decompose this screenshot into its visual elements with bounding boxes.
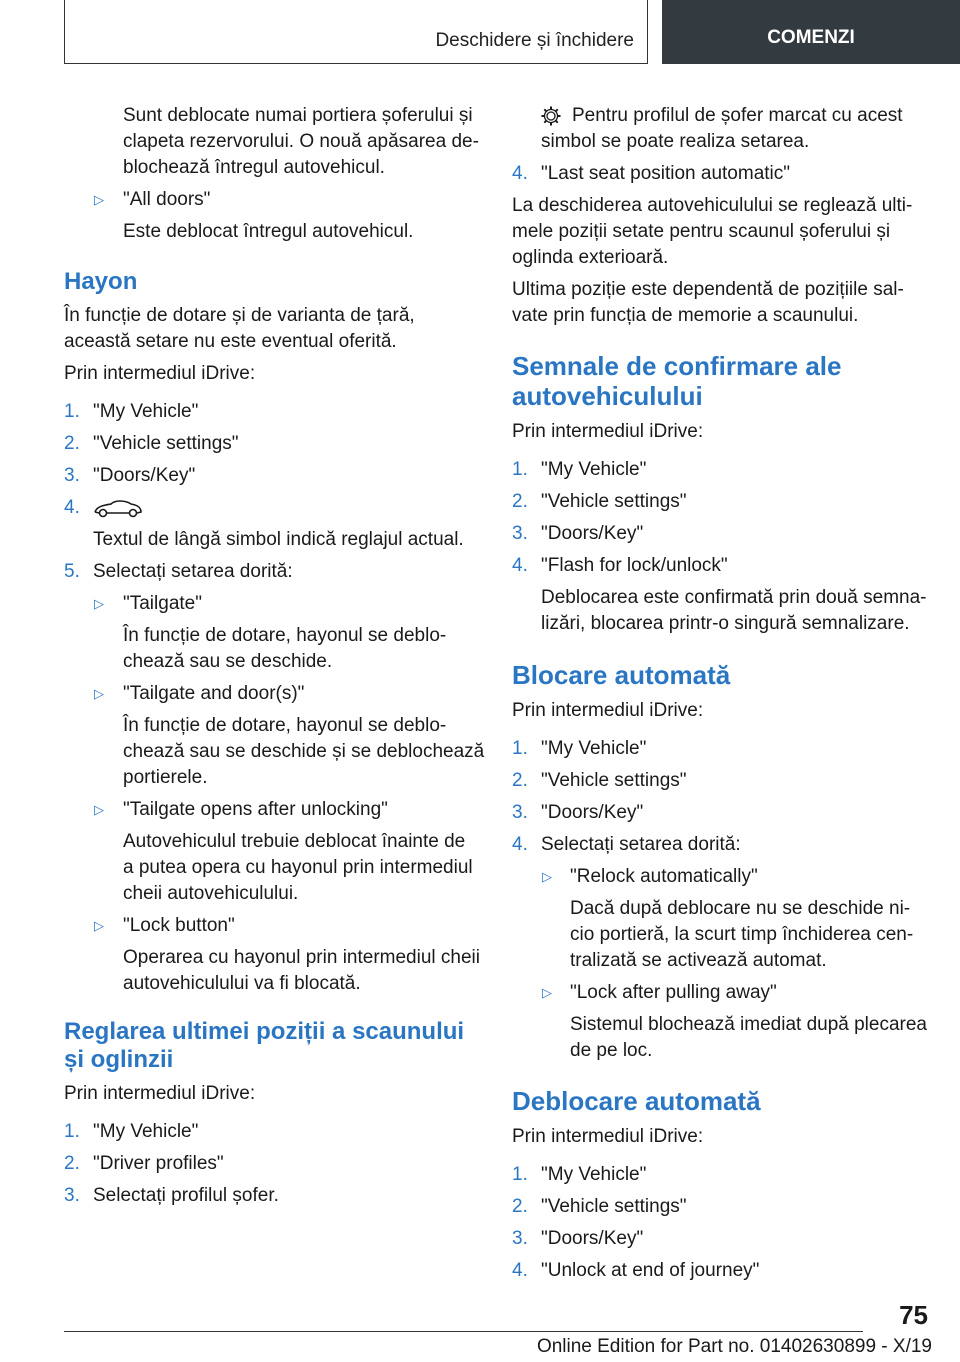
option-desc: Este deblocat întregul autovehicul. bbox=[123, 221, 414, 242]
page-number: 75 bbox=[899, 1300, 928, 1330]
intro-line: blochează întregul autovehicul. bbox=[123, 157, 385, 178]
section-heading-auto-lock: Blocare automată bbox=[512, 660, 731, 690]
option-desc: Autovehiculul trebuie deblocat înainte de bbox=[123, 831, 466, 852]
option-desc: cio portieră, la scurt timp închiderea cen- bbox=[570, 924, 914, 945]
via-idrive: Prin intermediul iDrive: bbox=[512, 1126, 704, 1147]
step-text: "Unlock at end of journey" bbox=[541, 1260, 760, 1281]
option-desc: Dacă după deblocare nu se deschide ni- bbox=[570, 898, 911, 919]
bullet-triangle-icon: ▷ bbox=[94, 802, 104, 817]
header-chapter-tab: COMENZI bbox=[662, 0, 960, 64]
step-number: 4. bbox=[512, 555, 528, 576]
step-number: 2. bbox=[64, 433, 80, 454]
option-desc: autovehiculului va fi blocată. bbox=[123, 973, 361, 994]
step-number: 3. bbox=[512, 523, 528, 544]
bullet-triangle-icon: ▷ bbox=[94, 596, 104, 611]
bullet-triangle-icon: ▷ bbox=[94, 686, 104, 701]
section-heading-seat: Reglarea ultimei poziții a scaunului bbox=[64, 1018, 465, 1045]
section-heading-confirmation: Semnale de confirmare ale bbox=[512, 351, 842, 381]
step-number: 1. bbox=[64, 401, 80, 422]
option-all-doors: "All doors" bbox=[123, 189, 211, 210]
footer-edition: Online Edition for Part no. 01402630899 - X/19 bbox=[536, 1336, 932, 1357]
step-number: 2. bbox=[512, 1196, 528, 1217]
step-text: Selectați setarea dorită: bbox=[93, 561, 293, 582]
step-text: "Doors/Key" bbox=[541, 523, 644, 544]
option-tailgate-doors: "Tailgate and door(s)" bbox=[123, 683, 305, 704]
paragraph-line: vate prin funcția de memorie a scaunului. bbox=[512, 305, 859, 326]
option-desc: de pe loc. bbox=[570, 1040, 653, 1061]
step-number: 4. bbox=[512, 834, 528, 855]
step-text: "My Vehicle" bbox=[93, 1121, 199, 1142]
step-text: "My Vehicle" bbox=[541, 1164, 647, 1185]
step-number: 4. bbox=[64, 497, 80, 518]
intro-line: Sunt deblocate numai portiera șoferului și bbox=[123, 105, 473, 126]
step-text: "Flash for lock/unlock" bbox=[541, 555, 728, 576]
bullet-triangle-icon: ▷ bbox=[542, 985, 552, 1000]
paragraph-line: În funcție de dotare și de varianta de țară, bbox=[64, 305, 415, 326]
section-heading-confirmation: autovehiculului bbox=[512, 381, 703, 411]
section-heading-auto-unlock: Deblocare automată bbox=[512, 1086, 761, 1116]
option-desc: portierele. bbox=[123, 767, 208, 788]
step-number: 2. bbox=[64, 1153, 80, 1174]
step-text: "Vehicle settings" bbox=[541, 770, 687, 791]
paragraph-line: Ultima poziție este dependentă de pozițiile sal- bbox=[512, 279, 904, 300]
intro-line: clapeta rezervorului. O nouă apăsarea de- bbox=[123, 131, 479, 152]
step-number: 2. bbox=[512, 491, 528, 512]
step-text: "Vehicle settings" bbox=[541, 1196, 687, 1217]
symbol-note: Textul de lângă simbol indică reglajul actual. bbox=[93, 529, 464, 550]
via-idrive: Prin intermediul iDrive: bbox=[64, 363, 256, 384]
bullet-triangle-icon: ▷ bbox=[542, 869, 552, 884]
header-section-title: Deschidere și închidere bbox=[435, 30, 634, 51]
step-text: "Doors/Key" bbox=[541, 1228, 644, 1249]
step-text: "Doors/Key" bbox=[93, 465, 196, 486]
footer-divider bbox=[64, 1331, 863, 1332]
step-text: "My Vehicle" bbox=[93, 401, 199, 422]
step-desc: Deblocarea este confirmată prin două semna- bbox=[541, 587, 927, 608]
option-desc: cheii autovehiculului. bbox=[123, 883, 299, 904]
step-number: 3. bbox=[512, 1228, 528, 1249]
paragraph-line: La deschiderea autovehiculului se reglează ulti- bbox=[512, 195, 913, 216]
step-text: "Last seat position automatic" bbox=[541, 163, 791, 184]
step-desc: lizări, blocarea printr-o singură semnalizare. bbox=[541, 613, 910, 634]
step-text: Selectați profilul șofer. bbox=[93, 1185, 279, 1206]
option-desc: chează sau se deschide. bbox=[123, 651, 333, 672]
option-desc: În funcție de dotare, hayonul se deblo- bbox=[123, 715, 447, 736]
paragraph-line: oglinda exterioară. bbox=[512, 247, 669, 268]
option-opens-after: "Tailgate opens after unlocking" bbox=[123, 799, 388, 820]
step-number: 1. bbox=[512, 459, 528, 480]
step-text: Selectați setarea dorită: bbox=[541, 834, 741, 855]
option-lock-button: "Lock button" bbox=[123, 915, 235, 936]
step-text: "My Vehicle" bbox=[541, 738, 647, 759]
step-number: 1. bbox=[512, 1164, 528, 1185]
step-text: "Driver profiles" bbox=[93, 1153, 224, 1174]
step-text: "My Vehicle" bbox=[541, 459, 647, 480]
via-idrive: Prin intermediul iDrive: bbox=[64, 1083, 256, 1104]
step-number: 2. bbox=[512, 770, 528, 791]
option-desc: Operarea cu hayonul prin intermediul cheii bbox=[123, 947, 480, 968]
bullet-triangle-icon: ▷ bbox=[94, 192, 104, 207]
step-number: 4. bbox=[512, 163, 528, 184]
step-number: 3. bbox=[512, 802, 528, 823]
step-text: "Vehicle settings" bbox=[93, 433, 239, 454]
via-idrive: Prin intermediul iDrive: bbox=[512, 700, 704, 721]
note-line: Pentru profilul de șofer marcat cu acest bbox=[572, 105, 903, 126]
paragraph-line: mele poziții setate pentru scaunul șoferului și bbox=[512, 221, 891, 242]
step-text: "Doors/Key" bbox=[541, 802, 644, 823]
option-lock-after: "Lock after pulling away" bbox=[570, 982, 777, 1003]
via-idrive: Prin intermediul iDrive: bbox=[512, 421, 704, 442]
step-number: 1. bbox=[64, 1121, 80, 1142]
step-number: 4. bbox=[512, 1260, 528, 1281]
option-desc: a putea opera cu hayonul prin intermediul bbox=[123, 857, 473, 878]
option-desc: În funcție de dotare, hayonul se deblo- bbox=[123, 625, 447, 646]
paragraph-line: această setare nu este eventual oferită. bbox=[64, 331, 397, 352]
step-number: 5. bbox=[64, 561, 80, 582]
option-relock: "Relock automatically" bbox=[570, 866, 758, 887]
step-number: 1. bbox=[512, 738, 528, 759]
option-desc: Sistemul blochează imediat după plecarea bbox=[570, 1014, 927, 1035]
gear-icon bbox=[540, 105, 562, 127]
bullet-triangle-icon: ▷ bbox=[94, 918, 104, 933]
step-number: 3. bbox=[64, 465, 80, 486]
step-number: 3. bbox=[64, 1185, 80, 1206]
step-text: "Vehicle settings" bbox=[541, 491, 687, 512]
option-desc: tralizată se activează automat. bbox=[570, 950, 827, 971]
section-heading-hayon: Hayon bbox=[64, 268, 138, 295]
option-desc: chează sau se deschide și se deblochează bbox=[123, 741, 485, 762]
section-heading-seat: și oglinzii bbox=[64, 1046, 174, 1073]
note-line: simbol se poate realiza setarea. bbox=[541, 131, 810, 152]
option-tailgate: "Tailgate" bbox=[123, 593, 202, 614]
car-icon bbox=[93, 497, 143, 521]
